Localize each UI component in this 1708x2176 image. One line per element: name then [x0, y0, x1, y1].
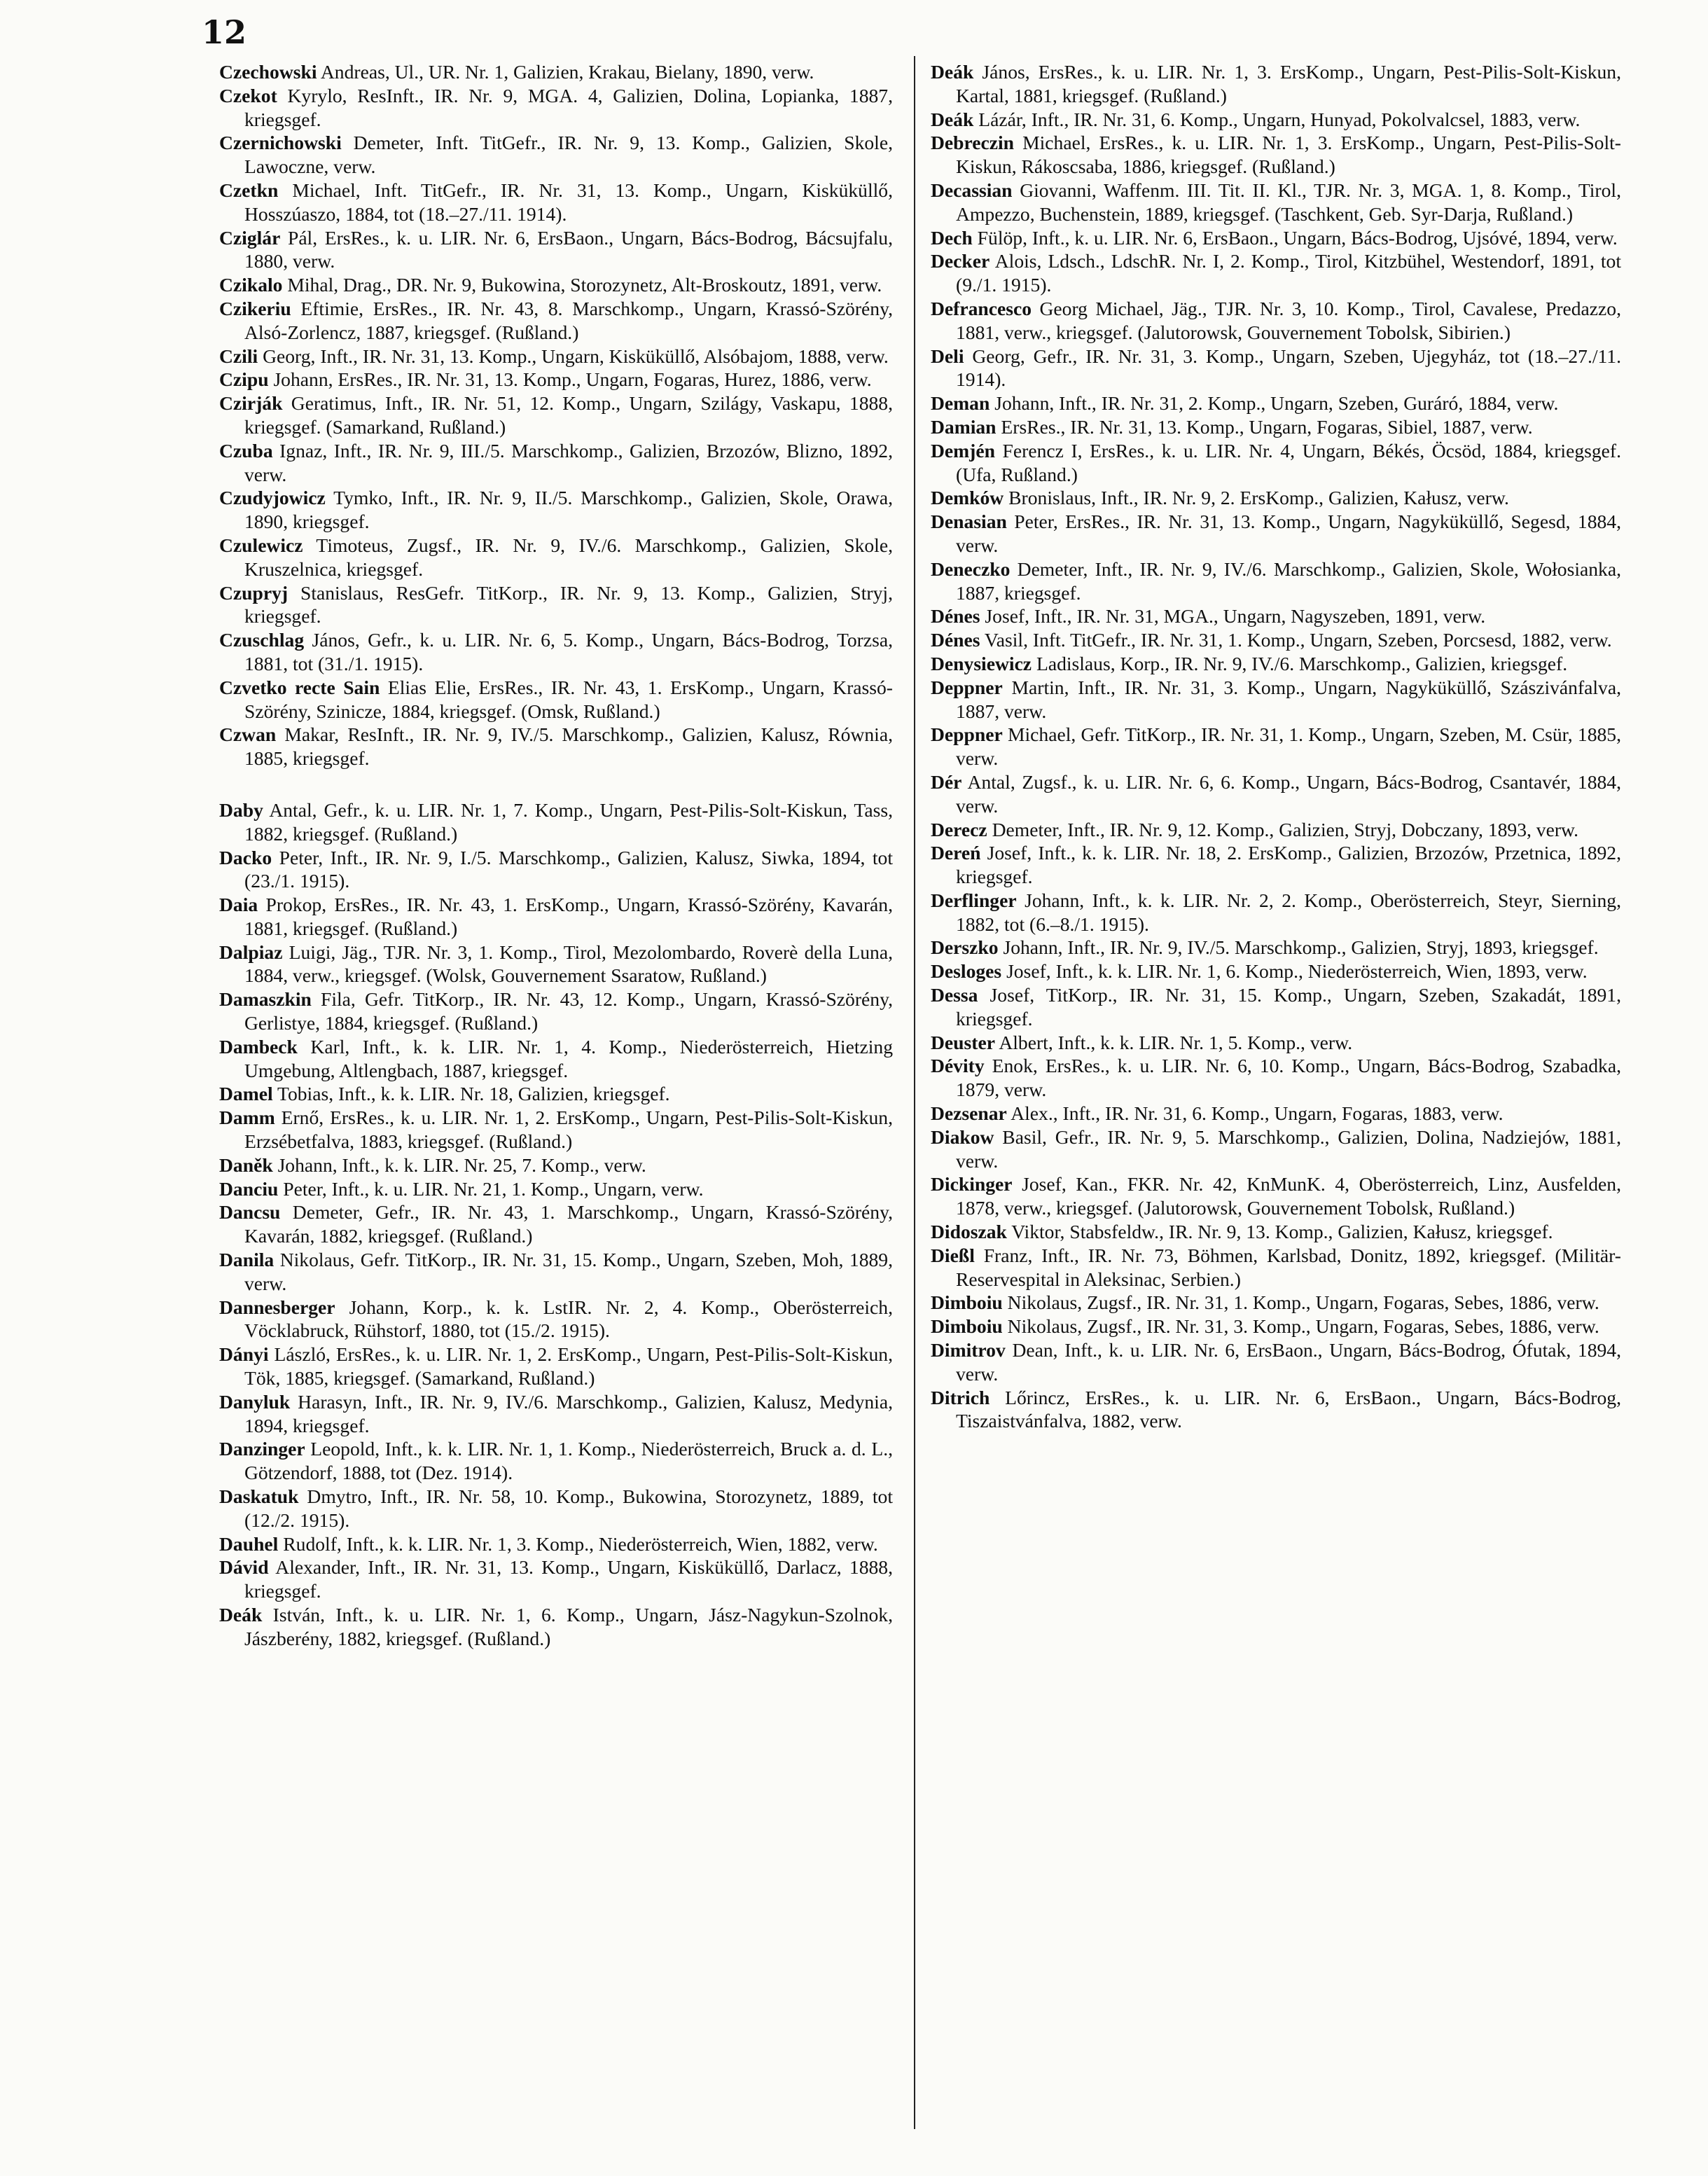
- register-entry: [931, 841, 1621, 889]
- entry-surname: Denasian: [931, 511, 1007, 533]
- entry-surname: Czwan: [219, 723, 277, 746]
- entry-details: Viktor, Stabsfeldw., IR. Nr. 9, 13. Komp., Galizien, Kałusz, kriegsgef.: [1006, 1221, 1553, 1243]
- register-entry: [931, 723, 1621, 770]
- entry-surname: Dannesberger: [219, 1296, 335, 1318]
- entry-surname: Czuba: [219, 439, 273, 462]
- entry-surname: Decassian: [931, 179, 1013, 201]
- entry-surname: Czikeriu: [219, 297, 291, 319]
- entry-details: János, Gefr., k. u. LIR. Nr. 6, 5. Komp., Ungarn, Bács-Bodrog, Torzsa, 1881, tot (31./1. 1915).: [244, 629, 893, 674]
- entry-details: Dmytro, Inft., IR. Nr. 58, 10. Komp., Bukowina, Storozynetz, 1889, tot (12./2. 1915).: [244, 1485, 893, 1531]
- entry-surname: Dimboiu: [931, 1291, 1003, 1314]
- register-entry: [931, 226, 1621, 250]
- entry-details: Kyrylo, ResInft., IR. Nr. 9, MGA. 4, Galizien, Dolina, Lopianka, 1887, kriegsgef.: [244, 84, 893, 130]
- entry-details: Josef, Inft., k. k. LIR. Nr. 1, 6. Komp., Niederösterreich, Wien, 1893, verw.: [1001, 960, 1588, 983]
- entry-details: Ernő, ErsRes., k. u. LIR. Nr. 1, 2. ErsKomp., Ungarn, Pest-Pilis-Solt-Kiskun, Erzsébetfalva, 1883, kriegsgef. (Rußland.): [244, 1107, 893, 1153]
- register-entry: [219, 1437, 893, 1485]
- entry-surname: Dénes: [931, 629, 980, 651]
- entry-details: Josef, Inft., k. k. LIR. Nr. 18, 2. ErsKomp., Galizien, Brzozów, Przetnica, 1892, kriegsgef.: [956, 842, 1621, 888]
- entry-surname: Damian: [931, 415, 997, 438]
- entry-details: Dean, Inft., k. u. LIR. Nr. 6, ErsBaon., Ungarn, Bács-Bodrog, Ófutak, 1894, verw.: [956, 1339, 1621, 1385]
- register-entry: [219, 297, 893, 345]
- entry-details: Peter, Inft., IR. Nr. 9, I./5. Marschkomp., Galizien, Kalusz, Siwka, 1894, tot (23./1. 1915).: [244, 846, 893, 892]
- entry-details: Makar, ResInft., IR. Nr. 9, IV./5. Marschkomp., Galizien, Kalusz, Równia, 1885, kriegsgef.: [244, 723, 893, 770]
- entry-surname: Dambeck: [219, 1035, 298, 1058]
- entry-surname: Dießl: [931, 1244, 975, 1266]
- register-entry: [219, 1106, 893, 1153]
- register-entry: [219, 391, 893, 439]
- entry-details: Georg, Inft., IR. Nr. 31, 13. Komp., Ungarn, Kisküküllő, Alsóbajom, 1888, verw.: [258, 345, 889, 367]
- entry-details: Basil, Gefr., IR. Nr. 9, 5. Marschkomp., Galizien, Dolina, Nadziejów, 1881, verw.: [956, 1125, 1621, 1172]
- entry-details: Nikolaus, Zugsf., IR. Nr. 31, 3. Komp., Ungarn, Fogaras, Sebes, 1886, verw.: [1002, 1315, 1599, 1338]
- register-entry: [219, 273, 893, 297]
- entry-details: Andreas, Ul., UR. Nr. 1, Galizien, Krakau, Bielany, 1890, verw.: [317, 61, 814, 83]
- entry-details: Josef, Inft., IR. Nr. 31, MGA., Ungarn, Nagyszeben, 1891, verw.: [980, 605, 1486, 628]
- entry-surname: Danyluk: [219, 1390, 291, 1413]
- register-entry: [219, 987, 893, 1035]
- entry-details: Geratimus, Inft., IR. Nr. 51, 12. Komp., Ungarn, Szilágy, Vaskapu, 1888, kriegsgef. (Samarkand, Rußland.): [244, 392, 893, 438]
- entry-surname: Czekot: [219, 84, 277, 106]
- entry-details: Demeter, Inft., IR. Nr. 9, IV./6. Marschkomp., Galizien, Skole, Wołosianka, 1887, kriegsgef.: [956, 557, 1621, 604]
- register-entry: [219, 1082, 893, 1106]
- register-entry: [219, 1296, 893, 1343]
- entry-details: Peter, Inft., k. u. LIR. Nr. 21, 1. Komp., Ungarn, verw.: [278, 1177, 704, 1200]
- register-entry: [931, 604, 1621, 628]
- register-entry: [931, 652, 1621, 676]
- entry-surname: Dacko: [219, 846, 272, 868]
- register-entry: [219, 1153, 893, 1177]
- entry-details: Demeter, Inft. TitGefr., IR. Nr. 9, 13. Komp., Galizien, Skole, Lawoczne, verw.: [244, 132, 893, 178]
- entry-surname: Dancsu: [219, 1201, 281, 1224]
- register-entry: [931, 1291, 1621, 1315]
- register-entry: [219, 893, 893, 941]
- entry-details: Albert, Inft., k. k. LIR. Nr. 1, 5. Komp., verw.: [994, 1031, 1353, 1053]
- register-entry: [931, 1315, 1621, 1338]
- entry-surname: Dickinger: [931, 1173, 1013, 1196]
- register-entry: [931, 179, 1621, 226]
- entry-surname: Deuster: [931, 1031, 995, 1053]
- entry-surname: Dalpiaz: [219, 941, 283, 963]
- register-entry: [219, 1390, 893, 1438]
- entry-details: Demeter, Gefr., IR. Nr. 43, 1. Marschkomp., Ungarn, Krassó-Szörény, Kavarán, 1882, kriegsgef. (Rußland.): [244, 1201, 893, 1247]
- register-entry: [219, 1485, 893, 1532]
- register-entry: [931, 486, 1621, 510]
- entry-details: Elias Elie, ErsRes., IR. Nr. 43, 1. ErsKomp., Ungarn, Krassó-Szörény, Szinicze, 1884, kriegsgef. (Omsk, Rußland.): [244, 676, 893, 722]
- register-entry: [219, 1555, 893, 1603]
- register-entry: [931, 510, 1621, 557]
- page-number: 12: [202, 13, 247, 51]
- entry-surname: Daby: [219, 798, 263, 821]
- entry-surname: Danzinger: [219, 1438, 305, 1460]
- entry-details: Johann, Inft., k. k. LIR. Nr. 2, 2. Komp., Oberösterreich, Steyr, Sierning, 1882, tot (6.–8./1. 1915).: [956, 889, 1621, 935]
- register-entry: [931, 249, 1621, 297]
- entry-details: Georg, Gefr., IR. Nr. 31, 3. Komp., Ungarn, Szeben, Ujegyház, tot (18.–27./11. 1914).: [956, 345, 1621, 391]
- entry-details: Mihal, Drag., DR. Nr. 9, Bukowina, Storozynetz, Alt-Broskoutz, 1891, verw.: [282, 274, 882, 296]
- entry-surname: Danila: [219, 1249, 275, 1271]
- entry-surname: Czirják: [219, 392, 283, 415]
- entry-surname: Daněk: [219, 1153, 273, 1176]
- entry-details: Franz, Inft., IR. Nr. 73, Böhmen, Karlsbad, Donitz, 1892, kriegsgef. (Militär-Reservespital in Aleksinac, Serbien.): [956, 1244, 1621, 1290]
- entry-surname: Czernichowski: [219, 132, 342, 154]
- entry-details: Antal, Zugsf., k. u. LIR. Nr. 6, 6. Komp., Ungarn, Bács-Bodrog, Csantavér, 1884, verw.: [956, 770, 1621, 817]
- register-entry: [219, 581, 893, 629]
- entry-details: Alex., Inft., IR. Nr. 31, 6. Komp., Ungarn, Fogaras, 1883, verw.: [1006, 1102, 1504, 1125]
- entry-surname: Defrancesco: [931, 297, 1032, 319]
- entry-details: Johann, ErsRes., IR. Nr. 31, 13. Komp., Ungarn, Fogaras, Hurez, 1886, verw.: [268, 368, 872, 391]
- entry-surname: Czetkn: [219, 179, 279, 201]
- register-entry: [931, 1102, 1621, 1125]
- register-entry: [931, 1338, 1621, 1386]
- register-entry: [219, 534, 893, 581]
- entry-details: Michael, Gefr. TitKorp., IR. Nr. 31, 1. Komp., Ungarn, Szeben, M. Csür, 1885, verw.: [956, 723, 1621, 770]
- register-entry: [931, 936, 1621, 959]
- entry-surname: Czupryj: [219, 581, 289, 604]
- register-entry: [931, 391, 1621, 415]
- entry-details: Rudolf, Inft., k. k. LIR. Nr. 1, 3. Komp., Niederösterreich, Wien, 1882, verw.: [278, 1532, 878, 1555]
- entry-details: Ignaz, Inft., IR. Nr. 9, III./5. Marschkomp., Galizien, Brzozów, Blizno, 1892, verw.: [244, 439, 893, 485]
- entry-surname: Desloges: [931, 960, 1002, 983]
- entry-details: Leopold, Inft., k. k. LIR. Nr. 1, 1. Komp., Niederösterreich, Bruck a. d. L., Götzendorf, 1888, tot (Dez. 1914).: [244, 1438, 893, 1484]
- entry-details: Ladislaus, Korp., IR. Nr. 9, IV./6. Marschkomp., Galizien, kriegsgef.: [1032, 652, 1568, 674]
- entry-details: Timoteus, Zugsf., IR. Nr. 9, IV./6. Marschkomp., Galizien, Skole, Kruszelnica, kriegsgef.: [244, 534, 893, 580]
- entry-surname: Dévity: [931, 1055, 985, 1077]
- entry-surname: Czulewicz: [219, 534, 303, 556]
- entry-details: Lázár, Inft., IR. Nr. 31, 6. Komp., Ungarn, Hunyad, Pokolvalcsel, 1883, verw.: [973, 108, 1581, 130]
- entry-details: István, Inft., k. u. LIR. Nr. 1, 6. Komp., Ungarn, Jász-Nagykun-Szolnok, Jászberény, 1882, kriegsgef. (Rußland.): [244, 1604, 893, 1649]
- entry-surname: Dénes: [931, 605, 980, 628]
- entry-surname: Debreczin: [931, 132, 1015, 154]
- entry-details: Enok, ErsRes., k. u. LIR. Nr. 6, 10. Komp., Ungarn, Bács-Bodrog, Szabadka, 1879, verw.: [956, 1055, 1621, 1101]
- entry-surname: Dimboiu: [931, 1315, 1003, 1338]
- entry-surname: Ditrich: [931, 1386, 990, 1408]
- register-entry: [219, 486, 893, 534]
- entry-surname: Czipu: [219, 368, 269, 391]
- entry-details: Michael, ErsRes., k. u. LIR. Nr. 1, 3. ErsKomp., Ungarn, Pest-Pilis-Solt-Kiskun, Rákoscsaba, 1886, kriegsgef. (Rußland.): [956, 132, 1621, 178]
- entry-surname: Damaszkin: [219, 988, 312, 1011]
- entry-details: Nikolaus, Zugsf., IR. Nr. 31, 1. Komp., Ungarn, Fogaras, Sebes, 1886, verw.: [1002, 1291, 1599, 1314]
- entry-surname: Demków: [931, 487, 1004, 509]
- register-entry: [931, 1244, 1621, 1291]
- register-entry: [219, 439, 893, 487]
- entry-surname: Derszko: [931, 936, 999, 959]
- entry-surname: Dányi: [219, 1343, 269, 1366]
- entry-details: Ferencz I, ErsRes., k. u. LIR. Nr. 4, Ungarn, Békés, Öcsöd, 1884, kriegsgef. (Ufa, Rußland.): [956, 439, 1621, 485]
- entry-details: ErsRes., IR. Nr. 31, 13. Komp., Ungarn, Fogaras, Sibiel, 1887, verw.: [996, 415, 1533, 438]
- entry-surname: Danciu: [219, 1177, 279, 1200]
- register-entry: [219, 1177, 893, 1201]
- entry-surname: Dezsenar: [931, 1102, 1007, 1125]
- entry-details: Josef, Kan., FKR. Nr. 42, KnMunK. 4, Oberösterreich, Linz, Ausfelden, 1878, verw., kriegsgef. (Jalutorowsk, Gouvernement Tobolsk, Rußland.): [956, 1173, 1621, 1219]
- register-entry: [931, 345, 1621, 392]
- entry-surname: Decker: [931, 250, 990, 272]
- register-entry: [219, 131, 893, 179]
- register-entry: [931, 770, 1621, 818]
- entry-details: Antal, Gefr., k. u. LIR. Nr. 1, 7. Komp., Ungarn, Pest-Pilis-Solt-Kiskun, Tass, 1882, kriegsgef. (Rußland.): [244, 798, 893, 845]
- entry-details: Josef, TitKorp., IR. Nr. 31, 15. Komp., Ungarn, Szeben, Szakadát, 1891, kriegsgef.: [956, 984, 1621, 1030]
- entry-details: Harasyn, Inft., IR. Nr. 9, IV./6. Marschkomp., Galizien, Kalusz, Medynia, 1894, kriegsgef.: [244, 1390, 893, 1436]
- entry-details: Michael, Inft. TitGefr., IR. Nr. 31, 13. Komp., Ungarn, Kisküküllő, Hosszúaszo, 1884, tot (18.–27./11. 1914).: [244, 179, 893, 225]
- entry-surname: Deli: [931, 345, 964, 367]
- register-entry: [219, 1532, 893, 1556]
- entry-details: Tymko, Inft., IR. Nr. 9, II./5. Marschkomp., Galizien, Skole, Orawa, 1890, kriegsgef.: [244, 487, 893, 533]
- entry-surname: Deman: [931, 392, 990, 415]
- entry-surname: Derflinger: [931, 889, 1017, 911]
- register-entry: [219, 941, 893, 988]
- entry-surname: Deppner: [931, 676, 1003, 698]
- entry-surname: Denysiewicz: [931, 652, 1032, 674]
- entry-details: János, ErsRes., k. u. LIR. Nr. 1, 3. ErsKomp., Ungarn, Pest-Pilis-Solt-Kiskun, Kartal, 1881, kriegsgef. (Rußland.): [956, 61, 1621, 106]
- entry-details: Martin, Inft., IR. Nr. 31, 3. Komp., Ungarn, Nagyküküllő, Szászivánfalva, 1887, verw.: [956, 676, 1621, 722]
- entry-details: Prokop, ErsRes., IR. Nr. 43, 1. ErsKomp., Ungarn, Krassó-Szörény, Kavarán, 1881, kriegsgef. (Rußland.): [244, 894, 893, 939]
- entry-details: Alois, Ldsch., LdschR. Nr. I, 2. Komp., Tirol, Kitzbühel, Westendorf, 1891, tot (9./1. 1915).: [956, 250, 1621, 296]
- register-entry: [219, 60, 893, 84]
- entry-surname: Czvetko recte Sain: [219, 676, 380, 698]
- entry-details: Johann, Inft., IR. Nr. 9, IV./5. Marschkomp., Galizien, Stryj, 1893, kriegsgef.: [998, 936, 1599, 959]
- entry-details: Lőrincz, ErsRes., k. u. LIR. Nr. 6, ErsBaon., Ungarn, Bács-Bodrog, Tiszaistvánfalva, 1882, verw.: [956, 1386, 1621, 1432]
- register-entry: [219, 846, 893, 894]
- entry-details: Alexander, Inft., IR. Nr. 31, 13. Komp., Ungarn, Kisküküllő, Darlacz, 1888, kriegsgef.: [244, 1556, 893, 1602]
- entry-details: Vasil, Inft. TitGefr., IR. Nr. 31, 1. Komp., Ungarn, Szeben, Porcsesd, 1882, verw.: [980, 629, 1612, 651]
- register-entry: [931, 439, 1621, 487]
- entry-surname: Cziglár: [219, 226, 281, 249]
- register-entry: [931, 983, 1621, 1031]
- entry-surname: Dessa: [931, 984, 978, 1006]
- register-entry: [219, 1200, 893, 1248]
- entry-surname: Daia: [219, 894, 258, 916]
- register-entry: [219, 1248, 893, 1296]
- register-entry: [931, 297, 1621, 345]
- entry-surname: Deák: [219, 1604, 263, 1626]
- register-entry: [931, 131, 1621, 179]
- entry-surname: Dauhel: [219, 1532, 279, 1555]
- register-entry: [219, 179, 893, 226]
- entry-surname: Didoszak: [931, 1221, 1007, 1243]
- register-entry: [931, 676, 1621, 723]
- register-entry: [219, 798, 893, 846]
- entry-details: Nikolaus, Gefr. TitKorp., IR. Nr. 31, 15. Komp., Ungarn, Szeben, Moh, 1889, verw.: [244, 1249, 893, 1294]
- register-entry: [931, 1054, 1621, 1102]
- entry-surname: Dér: [931, 770, 962, 793]
- entry-surname: Deák: [931, 61, 974, 83]
- register-entry: [931, 1031, 1621, 1055]
- column-divider: [914, 56, 915, 2129]
- register-entry: [931, 889, 1621, 936]
- entry-details: Johann, Korp., k. k. LstIR. Nr. 2, 4. Komp., Oberösterreich, Vöcklabruck, Rühstorf, 1880, tot (15./2. 1915).: [244, 1296, 893, 1342]
- entry-surname: Demjén: [931, 439, 995, 462]
- entry-surname: Czechowski: [219, 61, 317, 83]
- register-entry: [219, 628, 893, 676]
- register-entry: [931, 415, 1621, 439]
- entry-details: Georg Michael, Jäg., TJR. Nr. 3, 10. Komp., Tirol, Cavalese, Predazzo, 1881, verw., kriegsgef. (Jalutorowsk, Gouvernement Tobolsk, Sibirien.): [956, 297, 1621, 343]
- register-entry: [219, 84, 893, 132]
- entry-surname: Derecz: [931, 818, 987, 840]
- entry-details: Tobias, Inft., k. k. LIR. Nr. 18, Galizien, kriegsgef.: [272, 1083, 670, 1105]
- left-column: [219, 60, 893, 2141]
- register-entry: [931, 628, 1621, 652]
- entry-surname: Dimitrov: [931, 1339, 1006, 1361]
- register-entry: [219, 226, 893, 274]
- entry-details: Johann, Inft., IR. Nr. 31, 2. Komp., Ungarn, Szeben, Guráró, 1884, verw.: [990, 392, 1559, 415]
- entry-details: Eftimie, ErsRes., IR. Nr. 43, 8. Marschkomp., Ungarn, Krassó-Szörény, Alsó-Zorlencz, 1887, kriegsgef. (Rußland.): [244, 297, 893, 343]
- section-gap: [219, 770, 893, 798]
- register-entry: [931, 959, 1621, 983]
- entry-details: Bronislaus, Inft., IR. Nr. 9, 2. ErsKomp., Galizien, Kałusz, verw.: [1004, 487, 1509, 509]
- entry-surname: Dereń: [931, 842, 981, 864]
- entry-surname: Deák: [931, 108, 974, 130]
- entry-details: Johann, Inft., k. k. LIR. Nr. 25, 7. Komp., verw.: [272, 1153, 646, 1176]
- register-entry: [931, 60, 1621, 108]
- entry-details: Stanislaus, ResGefr. TitKorp., IR. Nr. 9, 13. Komp., Galizien, Stryj, kriegsgef.: [244, 581, 893, 628]
- entry-surname: Damel: [219, 1083, 273, 1105]
- entry-surname: Damm: [219, 1107, 275, 1129]
- register-entry: [931, 108, 1621, 132]
- entry-surname: Daskatuk: [219, 1485, 299, 1508]
- entry-details: Fila, Gefr. TitKorp., IR. Nr. 43, 12. Komp., Ungarn, Krassó-Szörény, Gerlistye, 1884, kriegsgef. (Rußland.): [244, 988, 893, 1034]
- entry-surname: Diakow: [931, 1125, 994, 1148]
- entry-surname: Czili: [219, 345, 258, 367]
- register-entry: [931, 1172, 1621, 1220]
- entry-surname: Deneczko: [931, 557, 1011, 580]
- register-entry: [931, 1125, 1621, 1173]
- register-entry: [219, 1343, 893, 1390]
- register-entry: [931, 557, 1621, 605]
- right-column: [931, 60, 1621, 2141]
- entry-details: Karl, Inft., k. k. LIR. Nr. 1, 4. Komp., Niederösterreich, Hietzing Umgebung, Altlengbach, 1887, kriegsgef.: [244, 1035, 893, 1081]
- entry-details: Pál, ErsRes., k. u. LIR. Nr. 6, ErsBaon., Ungarn, Bács-Bodrog, Bácsujfalu, 1880, verw.: [244, 226, 893, 272]
- entry-surname: Deppner: [931, 723, 1003, 746]
- entry-details: Luigi, Jäg., TJR. Nr. 3, 1. Komp., Tirol, Mezolombardo, Roverè della Luna, 1884, verw., kriegsgef. (Wolsk, Gouvernement Ssaratow, Rußland.): [244, 941, 893, 987]
- entry-surname: Dávid: [219, 1556, 269, 1579]
- entry-surname: Czuschlag: [219, 629, 305, 651]
- register-entry: [219, 676, 893, 723]
- register-entry: [219, 1035, 893, 1083]
- register-entry: [219, 368, 893, 391]
- entry-surname: Dech: [931, 226, 973, 249]
- entry-details: Giovanni, Waffenm. III. Tit. II. Kl., TJR. Nr. 3, MGA. 1, 8. Komp., Tirol, Ampezzo, Buchenstein, 1889, kriegsgef. (Taschkent, Geb. Syr-Darja, Rußland.): [956, 179, 1621, 225]
- entry-details: Fülöp, Inft., k. u. LIR. Nr. 6, ErsBaon., Ungarn, Bács-Bodrog, Ujsóvé, 1894, verw.: [972, 226, 1618, 249]
- register-entry: [219, 1603, 893, 1651]
- register-entry: [219, 345, 893, 368]
- entry-details: Demeter, Inft., IR. Nr. 9, 12. Komp., Galizien, Stryj, Dobczany, 1893, verw.: [987, 818, 1579, 840]
- entry-details: Peter, ErsRes., IR. Nr. 31, 13. Komp., Ungarn, Nagyküküllő, Segesd, 1884, verw.: [956, 511, 1621, 556]
- entry-surname: Czikalo: [219, 274, 283, 296]
- register-entry: [219, 723, 893, 770]
- entry-surname: Czudyjowicz: [219, 487, 326, 509]
- entry-details: László, ErsRes., k. u. LIR. Nr. 1, 2. ErsKomp., Ungarn, Pest-Pilis-Solt-Kiskun, Tök, 1885, kriegsgef. (Samarkand, Rußland.): [244, 1343, 893, 1390]
- register-entry: [931, 818, 1621, 842]
- register-entry: [931, 1220, 1621, 1244]
- register-entry: [931, 1386, 1621, 1434]
